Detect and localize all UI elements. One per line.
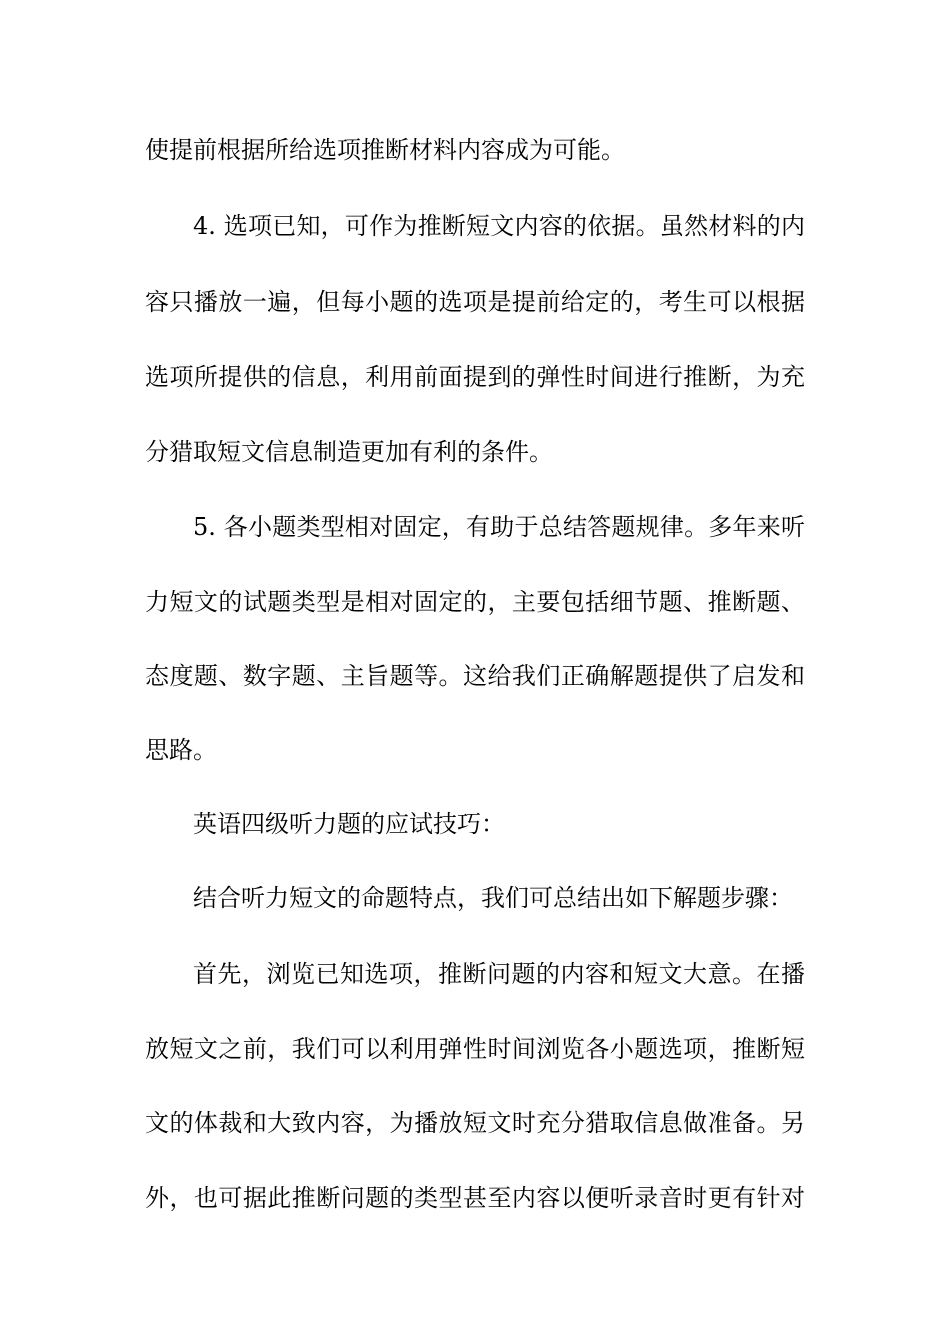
- text-line: 文的体裁和大致内容，为播放短文时充分猎取信息做准备。另: [145, 1109, 805, 1137]
- text-line: 力短文的试题类型是相对固定的，主要包括细节题、推断题、: [145, 588, 805, 616]
- section-heading: 英语四级听力题的应试技巧：: [193, 810, 505, 838]
- text-line: 外，也可据此推断问题的类型甚至内容以便听录音时更有针对: [145, 1184, 805, 1212]
- text-line: 思路。: [145, 736, 217, 764]
- paragraph-line: 4. 选项已知，可作为推断短文内容的依据。虽然材料的内: [193, 212, 805, 240]
- text-line: 选项所提供的信息，利用前面提到的弹性时间进行推断，为充: [145, 363, 805, 391]
- text-line: 态度题、数字题、主旨题等。这给我们正确解题提供了启发和: [145, 662, 805, 690]
- text-line: 放短文之前，我们可以利用弹性时间浏览各小题选项，推断短: [145, 1035, 805, 1063]
- paragraph-line: 首先，浏览已知选项，推断问题的内容和短文大意。在播: [193, 960, 805, 988]
- text-line: 容只播放一遍，但每小题的选项是提前给定的，考生可以根据: [145, 288, 805, 316]
- text-line: 分猎取短文信息制造更加有利的条件。: [145, 438, 553, 466]
- paragraph-line: 结合听力短文的命题特点，我们可总结出如下解题步骤：: [193, 884, 793, 912]
- paragraph-line: 5. 各小题类型相对固定，有助于总结答题规律。多年来听: [193, 513, 805, 541]
- text-line: 使提前根据所给选项推断材料内容成为可能。: [145, 136, 625, 164]
